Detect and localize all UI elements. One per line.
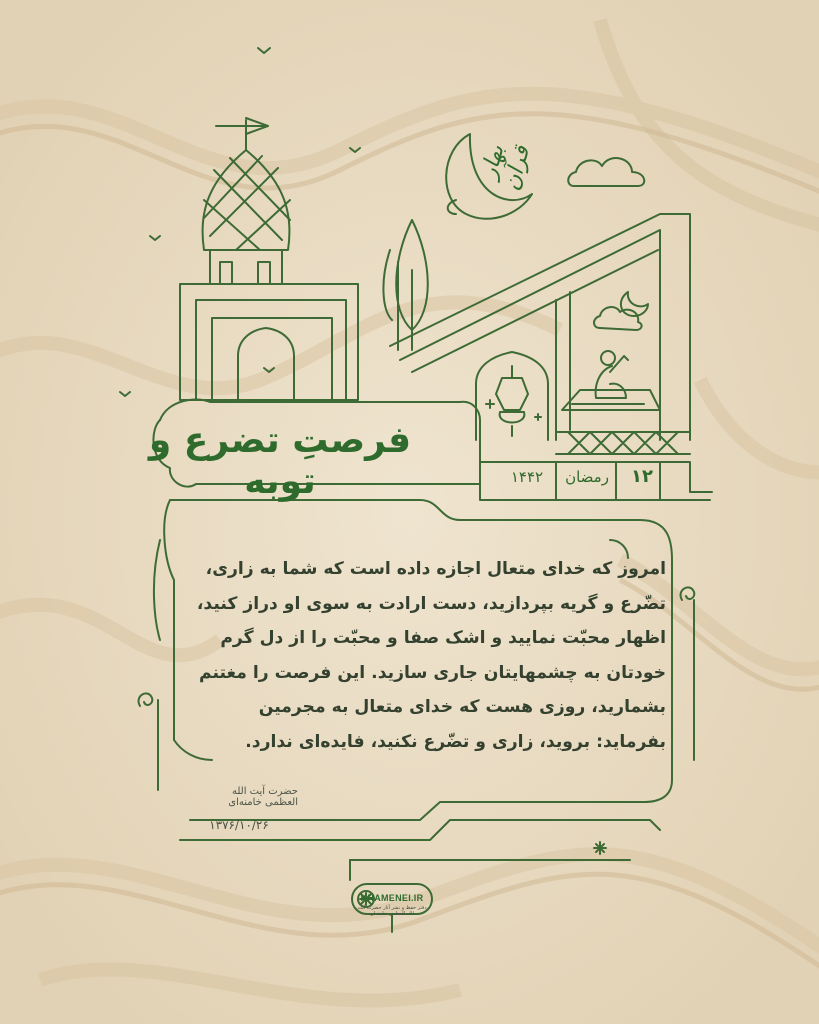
dome-icon: [180, 118, 358, 400]
quote-date: ۱۳۷۶/۱۰/۲۶: [209, 818, 269, 832]
sparkle-icon: [594, 842, 606, 854]
quote-line: امروز که خدای متعال اجازه داده است که شما به زاری،: [205, 559, 666, 579]
date-month: رمضان: [565, 468, 609, 486]
cloud-icon: [568, 158, 644, 186]
page-title: فرصتِ تضرع و توبه: [148, 420, 412, 502]
quote-line: خودتان به چشمهایتان جاری سازید. این فرصت را مغتنم: [199, 662, 666, 683]
lantern-icon: [496, 366, 528, 436]
quote-line: بشمارید، روزی هست که خدای متعال به مجرمین: [258, 697, 666, 717]
date-year: ۱۴۴۲: [510, 468, 544, 486]
quote-text: [196, 552, 666, 759]
brand-name[interactable]: KHAMENEI.IR: [360, 893, 424, 903]
date-day: ۱۲: [631, 466, 653, 487]
quote-line: اظهار محبّت نمایید و اشک صفا و محبّت را از دل گرم: [220, 628, 666, 648]
crescent-moon-icon: [594, 292, 648, 330]
quote-line: بفرماید: بروید، زاری و تضّرع نکنید، فایده‌ای ندارد.: [245, 731, 666, 752]
quote-attribution: حضرت آیت الله العظمی خامنه‌ای: [228, 786, 298, 808]
prayer-person-icon: [562, 351, 660, 410]
brand-subtitle: دفتر حفظ و نشر آثار حضرت آیت الله العظمی خامنه‌ای: [357, 905, 427, 917]
quote-line: تضّرع و گریه بپردازید، دست ارادت به سوی او دراز کنید،: [196, 593, 666, 614]
logo-text: بهار قرآن: [476, 142, 535, 194]
